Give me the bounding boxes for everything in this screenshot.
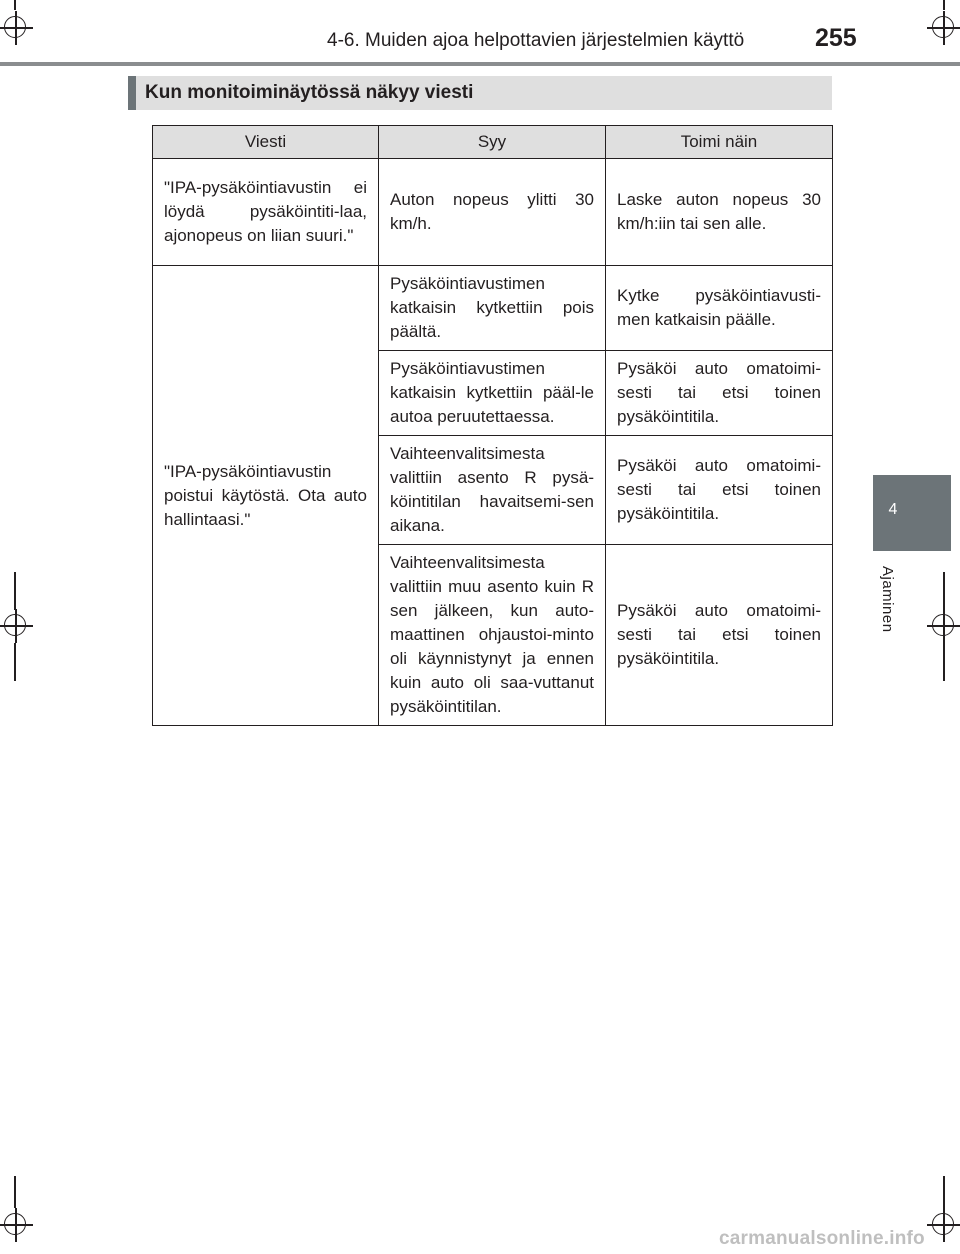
- cause-cell: Vaihteenvalitsimesta valittiin asento R pysä-köintitilan havaitsemi-sen aikana.: [379, 436, 606, 545]
- message-table: [152, 125, 833, 726]
- table-header-row: [153, 126, 833, 159]
- table-row: [153, 159, 833, 266]
- page-number: 255: [815, 24, 857, 52]
- action-cell: Pysäköi auto omatoimi-sesti tai etsi toinen pysäköintitila.: [606, 545, 833, 726]
- cause-cell: Auton nopeus ylitti 30 km/h.: [379, 159, 606, 266]
- column-header-message: Viesti: [153, 126, 379, 159]
- message-cell: "IPA-pysäköintiavustin poistui käytöstä. Ota auto hallintaasi.": [153, 266, 379, 726]
- message-cell: "IPA-pysäköintiavustin ei löydä pysäköintiti-laa, ajonopeus on liian suuri.": [153, 159, 379, 266]
- crop-mark-bottom-left: [0, 1208, 33, 1242]
- crop-line: [943, 572, 945, 610]
- crop-line: [14, 643, 16, 681]
- section-title: Kun monitoiminäytössä näkyy viesti: [145, 82, 474, 103]
- crop-mark-top-left: [0, 11, 33, 45]
- action-cell: Pysäköi auto omatoimi-sesti tai etsi toinen pysäköintitila.: [606, 436, 833, 545]
- section-heading: [128, 76, 832, 110]
- chapter-tab: [873, 475, 951, 551]
- crop-line: [943, 1176, 945, 1208]
- crop-mark-bottom-right: [927, 1208, 960, 1242]
- crop-mark-mid-left: [0, 609, 33, 643]
- chapter-number: 4: [888, 501, 898, 518]
- footer-watermark: carmanualsonline.info: [719, 1228, 925, 1249]
- crop-line: [943, 643, 945, 681]
- cause-cell: Pysäköintiavustimen katkaisin kytkettiin pääl-le autoa peruutettaessa.: [379, 351, 606, 436]
- chapter-label: Ajaminen: [879, 566, 896, 633]
- cause-cell: Vaihteenvalitsimesta valittiin muu asento kuin R sen jälkeen, kun auto-maattinen ohjaustoi-minto oli käynnistynyt ja ennen kuin auto oli saa-vuttanut pysäköintitilan.: [379, 545, 606, 726]
- action-cell: Pysäköi auto omatoimi-sesti tai etsi toinen pysäköintitila.: [606, 351, 833, 436]
- crop-line: [943, 0, 945, 10]
- crop-line: [14, 0, 16, 10]
- crop-line: [14, 572, 16, 610]
- crop-mark-top-right: [927, 11, 960, 45]
- action-cell: Laske auton nopeus 30 km/h:iin tai sen alle.: [606, 159, 833, 266]
- column-header-action: Toimi näin: [606, 126, 833, 159]
- column-header-cause: Syy: [379, 126, 606, 159]
- section-accent-bar: [128, 76, 136, 110]
- action-cell: Kytke pysäköintiavusti-men katkaisin päälle.: [606, 266, 833, 351]
- header-rule: [0, 62, 960, 66]
- cause-cell: Pysäköintiavustimen katkaisin kytkettiin pois päältä.: [379, 266, 606, 351]
- page-header-title: 4-6. Muiden ajoa helpottavien järjestelmien käyttö: [327, 30, 745, 51]
- crop-line: [14, 1176, 16, 1208]
- table-row: [153, 266, 833, 351]
- crop-mark-mid-right: [927, 609, 960, 643]
